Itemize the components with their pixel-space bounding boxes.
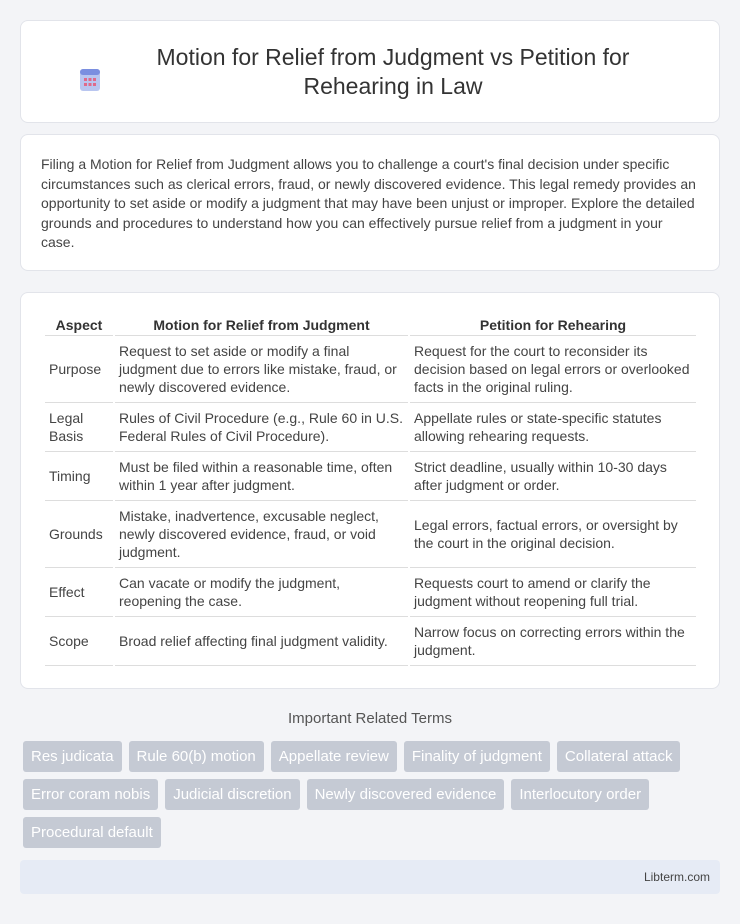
header-aspect: Aspect bbox=[45, 313, 113, 336]
row-petition: Requests court to amend or clarify the judgment without reopening full trial. bbox=[410, 568, 696, 617]
table-row bbox=[45, 336, 696, 403]
row-petition: Narrow focus on correcting errors within the judgment. bbox=[410, 617, 696, 666]
table-row bbox=[45, 452, 696, 501]
table-row bbox=[45, 617, 696, 666]
header-motion: Motion for Relief from Judgment bbox=[115, 313, 408, 336]
tag-res-judicata[interactable]: Res judicata bbox=[23, 741, 122, 772]
document-icon bbox=[77, 67, 103, 93]
row-motion: Rules of Civil Procedure (e.g., Rule 60 in U.S. Federal Rules of Civil Procedure). bbox=[115, 403, 408, 452]
page-title: Motion for Relief from Judgment vs Petition for Rehearing in Law bbox=[156, 43, 630, 99]
table-row bbox=[45, 501, 696, 568]
row-aspect: Effect bbox=[45, 568, 113, 617]
footer-site-link[interactable]: Libterm.com bbox=[643, 870, 710, 884]
title-card bbox=[20, 20, 720, 123]
row-petition: Request for the court to reconsider its decision based on legal errors or overlooked facts in the original ruling. bbox=[410, 336, 696, 403]
comparison-table bbox=[43, 313, 698, 666]
row-petition: Legal errors, factual errors, or oversight by the court in the original decision. bbox=[410, 501, 696, 568]
row-aspect: Scope bbox=[45, 617, 113, 666]
row-motion: Can vacate or modify the judgment, reopening the case. bbox=[115, 568, 408, 617]
intro-paragraph: Filing a Motion for Relief from Judgment allows you to challenge a court's final decision under specific circumstances such as clerical errors, fraud, or newly discovered evidence. This legal remedy provides an opportunity to set aside or modify a judgment that may have been unjust or improper. Explore the detailed grounds and procedures to understand how you can effectively pursue relief from a judgment in your case. bbox=[41, 156, 696, 250]
table-row bbox=[45, 568, 696, 617]
intro-card bbox=[20, 134, 720, 271]
row-motion: Must be filed within a reasonable time, often within 1 year after judgment. bbox=[115, 452, 408, 501]
tag-judicial-discretion[interactable]: Judicial discretion bbox=[165, 779, 299, 810]
tag-rule-60b-motion[interactable]: Rule 60(b) motion bbox=[129, 741, 264, 772]
row-petition: Appellate rules or state-specific statutes allowing rehearing requests. bbox=[410, 403, 696, 452]
row-aspect: Timing bbox=[45, 452, 113, 501]
tag-procedural-default[interactable]: Procedural default bbox=[23, 817, 161, 848]
row-aspect: Grounds bbox=[45, 501, 113, 568]
tag-finality-of-judgment[interactable]: Finality of judgment bbox=[404, 741, 550, 772]
tag-newly-discovered-evidence[interactable]: Newly discovered evidence bbox=[307, 779, 505, 810]
row-motion: Broad relief affecting final judgment validity. bbox=[115, 617, 408, 666]
tag-error-coram-nobis[interactable]: Error coram nobis bbox=[23, 779, 158, 810]
comparison-card bbox=[20, 292, 720, 689]
table-row bbox=[45, 403, 696, 452]
tag-interlocutory-order[interactable]: Interlocutory order bbox=[511, 779, 649, 810]
header-petition: Petition for Rehearing bbox=[410, 313, 696, 336]
row-aspect: Purpose bbox=[45, 336, 113, 403]
tag-collateral-attack[interactable]: Collateral attack bbox=[557, 741, 681, 772]
related-terms-list bbox=[23, 741, 723, 848]
row-motion: Mistake, inadvertence, excusable neglect, newly discovered evidence, fraud, or void judgment. bbox=[115, 501, 408, 568]
row-motion: Request to set aside or modify a final judgment due to errors like mistake, fraud, or newly discovered evidence. bbox=[115, 336, 408, 403]
tag-appellate-review[interactable]: Appellate review bbox=[271, 741, 397, 772]
row-aspect: Legal Basis bbox=[45, 403, 113, 452]
related-terms-title: Important Related Terms bbox=[288, 710, 452, 727]
footer bbox=[20, 860, 720, 894]
row-petition: Strict deadline, usually within 10-30 days after judgment or order. bbox=[410, 452, 696, 501]
table-header-row bbox=[45, 313, 696, 336]
